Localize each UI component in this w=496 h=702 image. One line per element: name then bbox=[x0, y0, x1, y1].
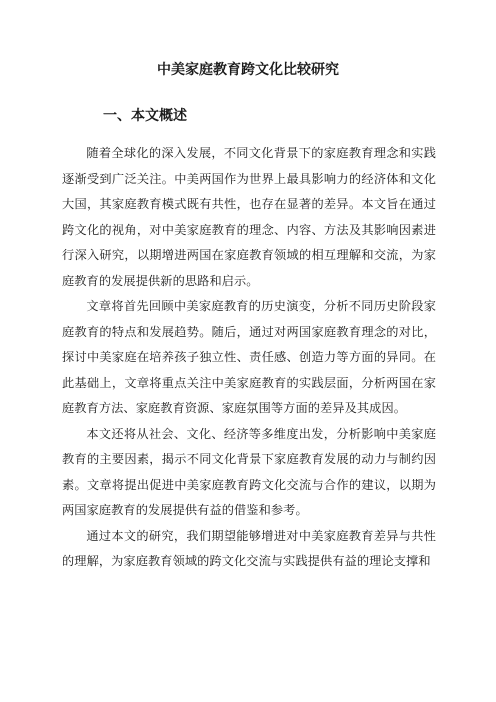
paragraph-4: 通过本文的研究，我们期望能够增进对中美家庭教育差异与共性的理解，为家庭教育领域的跨文化交流与实践提供有益的理论支撑和 bbox=[62, 528, 436, 568]
paragraph-1: 随着全球化的深入发展，不同文化背景下的家庭教育理念和实践逐渐受到广泛关注。中美两国作为世界上最具影响力的经济体和文化大国，其家庭教育模式既有共性，也存在显著的差异。本文旨在通过跨文化的视角，对中美家庭教育的理念、内容、方法及其影响因素进行深入研究，以期增进两国在家庭教育领域的相互理解和交流，为家庭教育的发展提供新的思路和启示。 bbox=[62, 146, 436, 288]
section-heading: 一、本文概述 bbox=[103, 108, 187, 124]
body-text bbox=[62, 141, 436, 575]
document-title: 中美家庭教育跨文化比较研究 bbox=[157, 62, 339, 78]
paragraph-2: 文章将首先回顾中美家庭教育的历史演变，分析不同历史阶段家庭教育的特点和发展趋势。随后，通过对两国家庭教育理念的对比，探讨中美家庭在培养孩子独立性、责任感、创造力等方面的异同。在此基础上，文章将重点关注中美家庭教育的实践层面，分析两国在家庭教育方法、家庭教育资源、家庭氛围等方面的差异及其成因。 bbox=[62, 299, 436, 415]
paragraph-3: 本文还将从社会、文化、经济等多维度出发，分析影响中美家庭教育的主要因素，揭示不同文化背景下家庭教育发展的动力与制约因素。文章将提出促进中美家庭教育跨文化交流与合作的建议，以期为两国家庭教育的发展提供有益的借鉴和参考。 bbox=[62, 426, 436, 517]
